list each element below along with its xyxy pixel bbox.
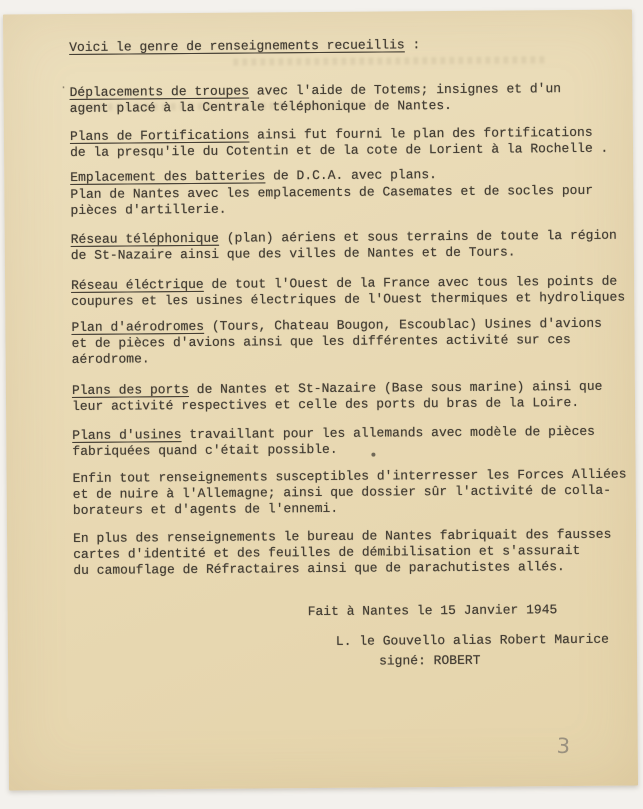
typewritten-text bbox=[69, 36, 640, 672]
document-page bbox=[3, 10, 638, 791]
paragraph-lead: Déplacements de troupes bbox=[69, 83, 250, 100]
page-title-underlined: Voici le genre de renseignements recueillis bbox=[69, 37, 405, 55]
paragraph-reseau-telephonique bbox=[71, 228, 637, 264]
paragraph-lead: Plan d'aérodromes bbox=[71, 318, 205, 335]
paragraph-lead: Plans des ports bbox=[71, 382, 190, 398]
paragraph-usines bbox=[72, 424, 638, 460]
paragraph-en-plus bbox=[73, 527, 639, 579]
page-title: Voici le genre de renseignements recueillis : bbox=[69, 37, 421, 55]
paragraph-body: (Tours, Chateau Bougon, Escoublac) Usines d'avions et de pièces d'avions ainsi que les différentes activité sur ces aérodrome. bbox=[71, 315, 602, 367]
paragraph-ports bbox=[72, 379, 638, 415]
paragraph-lead: Réseau téléphonique bbox=[70, 230, 220, 247]
paragraph-lead: Réseau éléctrique bbox=[71, 276, 204, 293]
paragraph-body: de D.C.A. avec plans. bbox=[265, 167, 437, 184]
paragraph-aerodromes bbox=[71, 316, 637, 368]
paragraph-reseau-electrique bbox=[71, 274, 637, 310]
paragraph-body: de tout l'Ouest de la France avec tous les points de coupures et les usines électriques de l'Ouest thermiques et hydroliques bbox=[71, 273, 626, 309]
paragraph-lead: Plans de Fortifications bbox=[69, 127, 250, 144]
paragraph-body: ainsi fut fourni le plan des fortifications de la presqu'ile du Cotentin et de la cote de Lorient à la Rochelle . bbox=[69, 124, 609, 160]
paragraph-body: En plus des renseignements le bureau de Nantes fabriquait des fausses cartes d'identité et des feuilles de démibilisation et s'assurait du camouflage de Réfractaires ainsi que de parachutistes allés. bbox=[73, 526, 612, 578]
stray-ink-mark: · bbox=[59, 79, 68, 96]
paragraph-body: (plan) aériens et sous terrains de toute la région de St-Nazaire ainsi que des villes de Nantes et de Tours. bbox=[70, 227, 617, 263]
paragraph-plan-de-nantes bbox=[70, 183, 636, 219]
handwritten-page-number: 3 bbox=[556, 733, 571, 759]
date-line: Fait à Nantes le 15 Janvier 1945 bbox=[307, 602, 558, 620]
author-line: L. le Gouvello alias Robert Maurice bbox=[335, 631, 609, 649]
signed-line: signé: ROBERT bbox=[378, 652, 481, 669]
paragraph-fortifications bbox=[70, 125, 636, 161]
paragraph-enfin bbox=[73, 467, 639, 519]
paragraph-body: Enfin tout renseignements susceptibles d'interresser les Forces Alliées et de nuire à l'Allemagne; ainsi que dossier sûr l'activité de colla- borateurs et d'agents de l'ennemi. bbox=[72, 466, 627, 518]
paragraph-lead: Emplacement des batteries bbox=[70, 168, 266, 185]
paragraph-deplacements bbox=[70, 81, 636, 117]
paragraph-body: Plan de Nantes avec les emplacements de Casemates et de socles pour pièces d'artillerie. bbox=[70, 182, 594, 218]
paragraph-body: de Nantes et St-Nazaire (Base sous marine) ainsi que leur activité respectives et celle des ports du bras de la Loire. bbox=[71, 378, 603, 414]
paragraph-lead: Plans d'usines bbox=[72, 427, 182, 443]
paragraph-body: travaillant pour les allemands avec modèle de pièces fabriquées quand c'était possible. bbox=[72, 423, 596, 459]
paragraph-body: avec l'aide de Totems; insignes et d'un agent placé à la Centrale téléphonique de Nantes. bbox=[69, 81, 562, 116]
